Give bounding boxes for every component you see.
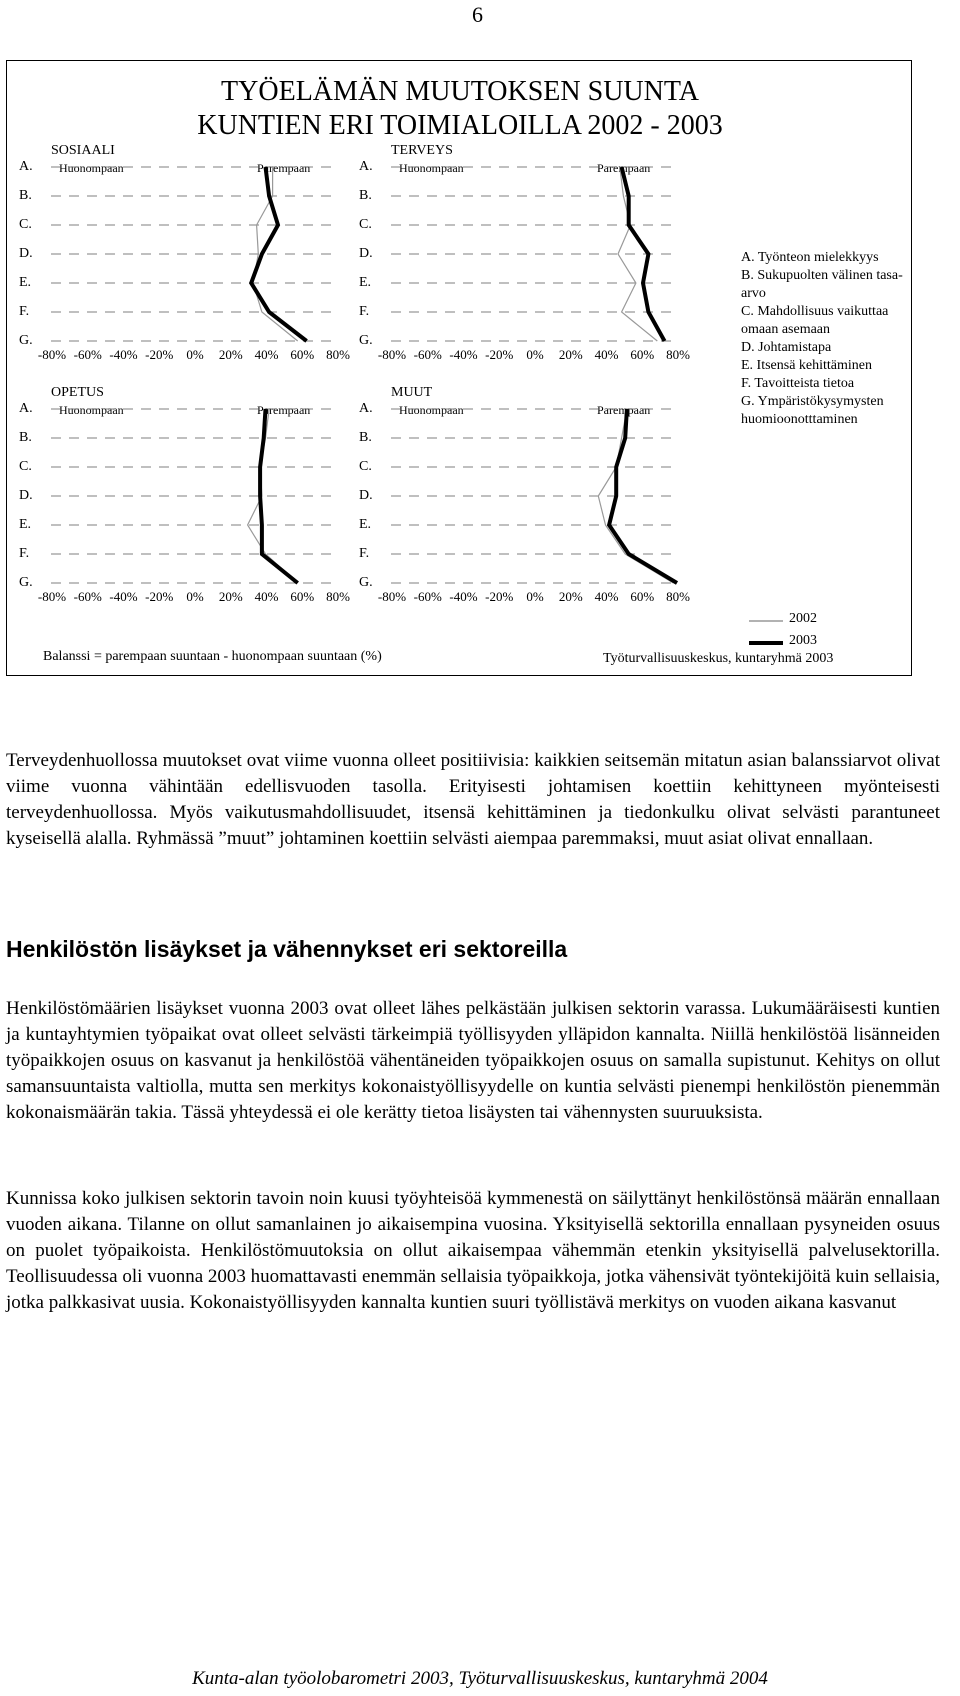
panel-plot [347,149,687,369]
x-tick-label: 60% [630,589,655,604]
row-label: G. [359,575,373,590]
x-tick-label: 60% [630,347,655,362]
x-tick-label: -40% [449,589,478,604]
x-tick-label: 40% [594,347,619,362]
panel-plot [7,149,347,369]
legend-label-2002: 2002 [789,611,817,626]
x-tick-label: 80% [666,347,690,362]
panel-plot [7,391,347,611]
x-tick-label: -60% [73,589,102,604]
item-legend-c: C. Mahdollisuus vaikuttaa omaan asemaan [741,304,889,337]
panel-title: TERVEYS [391,143,453,158]
item-legend [741,249,921,429]
row-label: F. [359,304,370,319]
row-label: F. [19,304,30,319]
panel-plot [347,391,687,611]
item-legend-e: E. Itsensä kehittäminen [741,358,873,373]
x-tick-label: 20% [218,347,243,362]
x-tick-label: -60% [413,347,442,362]
x-tick-label: -60% [413,589,442,604]
figure-title [7,75,913,143]
row-label: D. [359,246,373,261]
row-label: E. [359,517,372,532]
x-tick-label: -80% [377,347,407,362]
parempaan-label: Parempaan [597,403,651,417]
row-label: G. [359,333,373,348]
row-label: G. [19,575,33,590]
paragraph-2: Henkilöstömäärien lisäykset vuonna 2003 ovat olleet lähes pelkästään julkisen sektorin varassa. Lukumääräisesti kuntien ja kuntayhtymien työpaikat ovat olleet selvästi tärkeimpiä työllisyyden ylläpidon kannalta. Niillä henkilöstöä lisänneiden työpaikkojen osuus on kasvanut ja henkilöstöä vähentäneiden työpaikkojen osuus on samalla supistunut. Kehitys on ollut samansuuntaista valtiolla, mutta sen merkitys kokonaistyöllisyydelle on kuntia selvästi pienempi henkilöstön pienemmän kokonaismäärän takia. Tässä yhteydessä ei ole kerätty tietoa lisäysten tai vähennysten suuruuksista. [6,998,940,1123]
x-tick-label: -80% [37,589,67,604]
row-label: A. [19,159,33,174]
panel-title: OPETUS [51,385,104,400]
x-tick-label: -40% [109,347,138,362]
row-label: A. [19,401,33,416]
x-tick-label: 40% [254,347,279,362]
x-tick-label: -20% [485,347,514,362]
paragraph-1: Terveydenhuollossa muutokset ovat viime vuonna olleet positiivisia: kaikkien seitsemän mitatun asian balanssiarvot olivat viime vuonna vähintään edellisvuoden tasolla. Erityisesti johtamisen koettiin kehittyneen myönteisesti terveydenhuollossa. Myös vaikutusmahdollisuudet, itsensä kehittäminen ja tiedonkulku olivat selvästi parantuneet kyseisellä alalla. Ryhmässä ”muut” johtaminen koettiin selvästi aiempaa paremmaksi, muut asiat olivat ennallaan. [6,750,940,849]
series-line-2003 [251,167,306,341]
row-label: B. [19,430,32,445]
x-tick-label: 40% [254,589,279,604]
huonompaan-label: Huonompaan [59,403,124,417]
item-legend-b: B. Sukupuolten välinen tasa-arvo [741,268,903,301]
page-footer: Kunta-alan työolobarometri 2003, Työturvallisuuskeskus, kuntaryhmä 2004 [192,1668,768,1689]
x-tick-label: 0% [186,347,204,362]
row-label: D. [19,488,33,503]
x-tick-label: 20% [218,589,243,604]
x-tick-label: 60% [290,347,315,362]
parempaan-label: Parempaan [257,161,311,175]
item-legend-d: D. Johtamistapa [741,340,832,355]
figure [6,60,912,676]
x-tick-label: -60% [73,347,102,362]
item-legend-a: A. Työnteon mielekkyys [741,250,879,265]
row-label: D. [359,488,373,503]
row-label: B. [359,430,372,445]
row-label: B. [359,188,372,203]
x-tick-label: -40% [109,589,138,604]
row-label: A. [359,401,373,416]
figure-title-line1: TYÖELÄMÄN MUUTOKSEN SUUNTA [221,76,699,107]
x-tick-label: -20% [485,589,514,604]
item-legend-f: F. Tavoitteista tietoa [741,376,855,391]
row-label: D. [19,246,33,261]
row-label: E. [19,517,32,532]
footnote-right: Työturvallisuuskeskus, kuntaryhmä 2003 [603,651,834,666]
row-label: F. [359,546,370,561]
x-tick-label: 20% [558,347,583,362]
row-label: C. [359,217,372,232]
item-legend-g: G. Ympäristökysymysten huomioonotttaminen [741,394,884,427]
x-tick-label: -20% [145,347,174,362]
huonompaan-label: Huonompaan [399,161,464,175]
x-tick-label: 80% [326,347,350,362]
row-label: F. [19,546,30,561]
x-tick-label: -80% [377,589,407,604]
row-label: C. [19,217,32,232]
panel-title: MUUT [391,385,433,400]
x-tick-label: -40% [449,347,478,362]
section-heading: Henkilöstön lisäykset ja vähennykset eri sektoreilla [6,936,568,962]
row-label: C. [359,459,372,474]
huonompaan-label: Huonompaan [59,161,124,175]
row-label: B. [19,188,32,203]
row-label: E. [19,275,32,290]
x-tick-label: 60% [290,589,315,604]
row-label: C. [19,459,32,474]
x-tick-label: 80% [326,589,350,604]
footnote-left: Balanssi = parempaan suuntaan - huonompaan suuntaan (%) [43,649,382,664]
x-tick-label: 0% [526,589,544,604]
x-tick-label: -20% [145,589,174,604]
x-tick-label: 0% [186,589,204,604]
x-tick-label: 40% [594,589,619,604]
figure-title-line2: KUNTIEN ERI TOIMIALOILLA 2002 - 2003 [197,110,723,141]
legend-label-2003: 2003 [789,633,817,648]
x-tick-label: 20% [558,589,583,604]
paragraph-3: Kunnissa koko julkisen sektorin tavoin noin kuusi työyhteisöä kymmenestä on säilyttänyt henkilöstönsä määrän ennallaan vuoden aikana. Tilanne on ollut samanlainen jo aikaisempina vuosina. Yksityisellä sektorilla ennallaan pysyneiden osuus on puolet työpaikoista. Henkilöstömuutoksia on ollut aikaisempaa vähemmän etenkin yksityisellä palvelusektorilla. Teollisuudessa oli vuonna 2003 huomattavasti enemmän sellaisia työpaikkoja, jotka vähensivät työntekijöitä kuin sellaisia, jotka palkkasivat uusia. Kokonaistyöllisyyden kannalta kuntien suuri työllistävä merkitys on vuoden aikana kasvanut [6,1188,940,1313]
x-tick-label: 80% [666,589,690,604]
row-label: A. [359,159,373,174]
x-tick-label: 0% [526,347,544,362]
parempaan-label: Parempaan [597,161,651,175]
parempaan-label: Parempaan [257,403,311,417]
row-label: G. [19,333,33,348]
row-label: E. [359,275,372,290]
panel-title: SOSIAALI [51,143,115,158]
page-number: 6 [472,2,483,27]
huonompaan-label: Huonompaan [399,403,464,417]
x-tick-label: -80% [37,347,67,362]
